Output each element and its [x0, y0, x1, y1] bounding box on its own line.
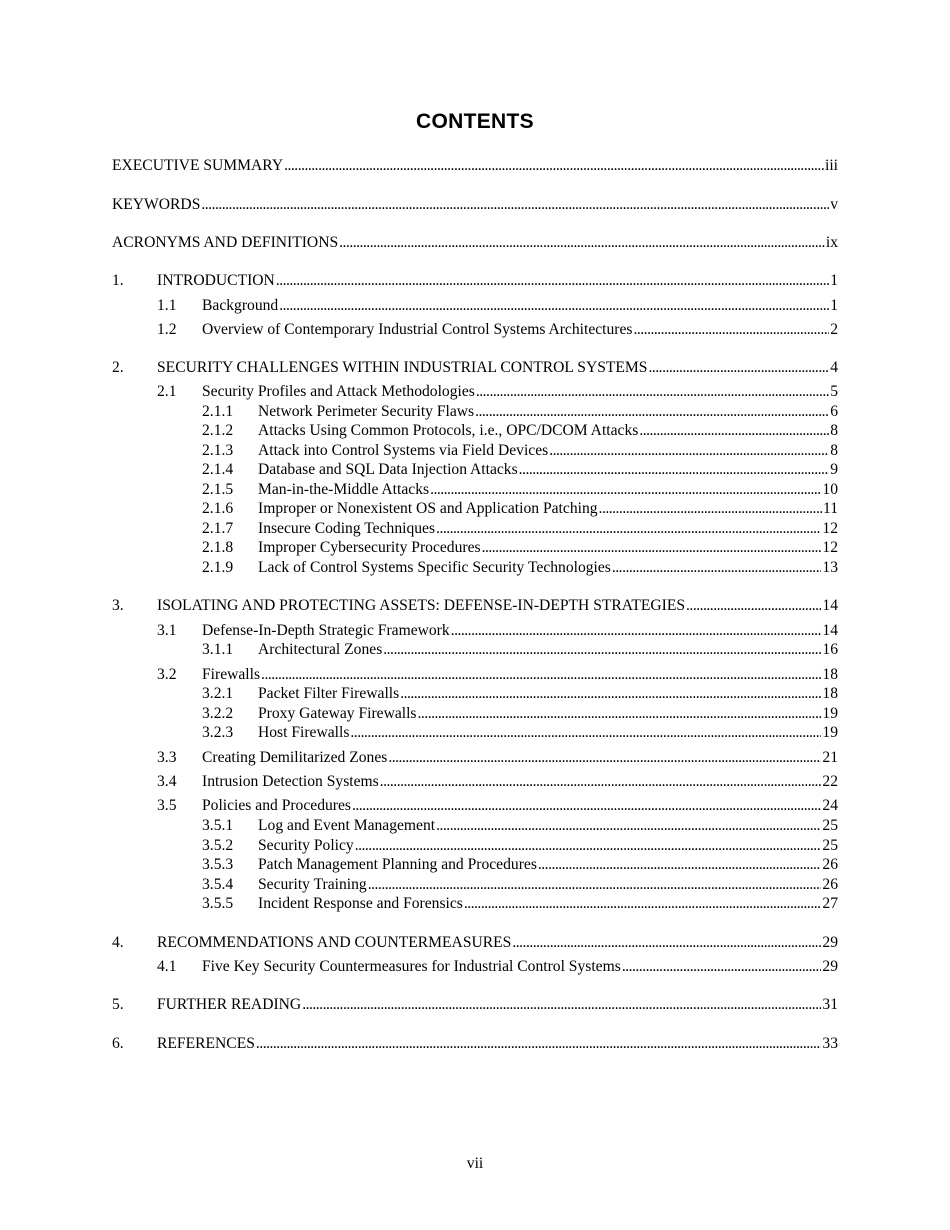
- toc-entry-page: 19: [822, 724, 838, 741]
- dot-leader: [355, 836, 822, 856]
- dot-leader: [302, 995, 821, 1015]
- toc-entry-number: 3.2.3: [202, 724, 234, 741]
- toc-entry-title: Architectural Zones: [258, 641, 383, 658]
- toc-entry[interactable]: [202, 441, 838, 461]
- toc-entry-number: 2.1.3: [202, 442, 234, 459]
- dot-leader: [256, 1034, 821, 1054]
- dot-leader: [519, 460, 830, 480]
- toc-entry-title: Policies and Procedures: [202, 797, 351, 814]
- toc-entry-title: Defense-In-Depth Strategic Framework: [202, 622, 450, 639]
- dot-leader: [464, 894, 822, 914]
- toc-entry[interactable]: [112, 1034, 838, 1054]
- toc-entry-title: Intrusion Detection Systems: [202, 773, 379, 790]
- toc-entry-title: SECURITY CHALLENGES WITHIN INDUSTRIAL CONTROL SYSTEMS: [157, 359, 648, 376]
- toc-entry-number: 6.: [112, 1035, 124, 1052]
- toc-entry-page: 4: [830, 359, 838, 376]
- toc-entry-page: 12: [822, 520, 838, 537]
- toc-entry-page: 31: [822, 996, 838, 1013]
- toc-entry-page: v: [830, 196, 838, 213]
- dot-leader: [622, 957, 822, 977]
- dot-leader: [279, 296, 829, 316]
- toc-entry-page: 5: [830, 383, 838, 400]
- toc-entry-page: 25: [822, 817, 838, 834]
- dot-leader: [612, 558, 822, 578]
- toc-entry[interactable]: [202, 875, 838, 895]
- toc-entry[interactable]: [202, 816, 838, 836]
- toc-entry-title: Network Perimeter Security Flaws: [258, 403, 475, 420]
- toc-entry-title: Man-in-the-Middle Attacks: [258, 481, 430, 498]
- toc-entry[interactable]: [202, 499, 838, 519]
- toc-entry-title: Security Policy: [258, 837, 354, 854]
- toc-entry-page: 12: [822, 539, 838, 556]
- toc-entry-title: Database and SQL Data Injection Attacks: [258, 461, 518, 478]
- toc-entry-number: 3.4: [157, 773, 177, 790]
- toc-entry-number: 3.5.4: [202, 876, 234, 893]
- toc-entry[interactable]: [112, 995, 838, 1015]
- toc-entry-page: 14: [822, 597, 838, 614]
- toc-entry-number: 3.1.1: [202, 641, 234, 658]
- toc-entry-number: 3.2.2: [202, 705, 234, 722]
- toc-entry-title: Lack of Control Systems Specific Security Technologies: [258, 559, 611, 576]
- dot-leader: [476, 382, 829, 402]
- toc-entry[interactable]: [202, 538, 838, 558]
- toc-entry-page: 27: [822, 895, 838, 912]
- toc-entry[interactable]: [202, 519, 838, 539]
- toc-entry-title: Five Key Security Countermeasures for Industrial Control Systems: [202, 958, 621, 975]
- dot-leader: [599, 499, 822, 519]
- toc-entry[interactable]: [202, 704, 838, 724]
- toc-entry-number: 3.5.3: [202, 856, 234, 873]
- toc-entry-page: 8: [830, 422, 838, 439]
- toc-entry-number: 4.: [112, 934, 124, 951]
- toc-entry[interactable]: [112, 195, 838, 215]
- toc-entry-page: 18: [822, 685, 838, 702]
- toc-entry[interactable]: [112, 156, 838, 176]
- toc-entry-number: 3.: [112, 597, 124, 614]
- toc-entry[interactable]: [202, 723, 838, 743]
- toc-entry[interactable]: [202, 855, 838, 875]
- toc-entry[interactable]: [157, 665, 838, 685]
- toc-entry-number: 3.5.1: [202, 817, 234, 834]
- toc-entry-page: 26: [822, 856, 838, 873]
- toc-entry-page: 1: [830, 272, 838, 289]
- toc-entry[interactable]: [202, 460, 838, 480]
- toc-entry[interactable]: [202, 684, 838, 704]
- dot-leader: [648, 358, 829, 378]
- toc-entry-number: 1.: [112, 272, 124, 289]
- toc-entry-title: Overview of Contemporary Industrial Control Systems Architectures: [202, 321, 633, 338]
- toc-entry-page: 13: [822, 559, 838, 576]
- toc-entry-page: iii: [825, 157, 838, 174]
- dot-leader: [368, 875, 822, 895]
- dot-leader: [451, 621, 822, 641]
- toc-entry[interactable]: [112, 358, 838, 378]
- toc-entry-number: 5.: [112, 996, 124, 1013]
- toc-entry-title: Attack into Control Systems via Field Devices: [258, 442, 549, 459]
- toc-entry-page: 18: [822, 666, 838, 683]
- dot-leader: [284, 156, 824, 176]
- toc-entry-page: ix: [825, 234, 838, 251]
- dot-leader: [430, 480, 821, 500]
- toc-entry[interactable]: [157, 382, 838, 402]
- toc-entry-title: Host Firewalls: [258, 724, 350, 741]
- toc-entry-page: 8: [830, 442, 838, 459]
- toc-entry-number: 3.2: [157, 666, 177, 683]
- toc-entry[interactable]: [202, 480, 838, 500]
- toc-entry-page: 16: [822, 641, 838, 658]
- dot-leader: [380, 772, 822, 792]
- dot-leader: [436, 816, 821, 836]
- toc-entry-number: 3.3: [157, 749, 177, 766]
- toc-entry-page: 25: [822, 837, 838, 854]
- toc-entry[interactable]: [112, 271, 838, 291]
- toc-entry[interactable]: [202, 558, 838, 578]
- toc-entry-title: Security Profiles and Attack Methodologies: [202, 383, 475, 400]
- toc-entry-page: 26: [822, 876, 838, 893]
- toc-entry[interactable]: [157, 796, 838, 816]
- dot-leader: [276, 271, 829, 291]
- toc-entry-number: 2.1.7: [202, 520, 234, 537]
- toc-entry-title: Creating Demilitarized Zones: [202, 749, 388, 766]
- toc-entry-number: 2.1.1: [202, 403, 234, 420]
- toc-entry-title: KEYWORDS: [112, 196, 201, 213]
- toc-entry[interactable]: [202, 640, 838, 660]
- toc-entry-number: 1.1: [157, 297, 177, 314]
- toc-entry-page: 33: [822, 1035, 838, 1052]
- dot-leader: [418, 704, 822, 724]
- dot-leader: [339, 233, 825, 253]
- toc-entry-title: Proxy Gateway Firewalls: [258, 705, 417, 722]
- toc-entry-page: 9: [830, 461, 838, 478]
- toc-entry-page: 1: [830, 297, 838, 314]
- toc-entry-title: Background: [202, 297, 279, 314]
- toc-entry-number: 3.1: [157, 622, 177, 639]
- toc-entry-title: Incident Response and Forensics: [258, 895, 463, 912]
- toc-entry-page: 11: [822, 500, 838, 517]
- toc-entry[interactable]: [157, 296, 838, 316]
- dot-leader: [538, 855, 822, 875]
- toc-entry-title: REFERENCES: [157, 1035, 255, 1052]
- toc-entry-number: 1.2: [157, 321, 177, 338]
- dot-leader: [350, 723, 821, 743]
- page-number: vii: [466, 1155, 484, 1172]
- toc-entry[interactable]: [157, 320, 838, 340]
- toc-entry-number: 3.5: [157, 797, 177, 814]
- toc-entry[interactable]: [112, 933, 838, 953]
- toc-entry[interactable]: [112, 596, 838, 616]
- toc-entry-title: Log and Event Management: [258, 817, 436, 834]
- toc-entry-title: Improper Cybersecurity Procedures: [258, 539, 481, 556]
- toc-entry-number: 2.1.4: [202, 461, 234, 478]
- toc-entry[interactable]: [202, 421, 838, 441]
- toc-entry[interactable]: [157, 772, 838, 792]
- dot-leader: [512, 933, 821, 953]
- toc-entry-page: 29: [822, 958, 838, 975]
- dot-leader: [549, 441, 829, 461]
- toc-entry-title: Security Training: [258, 876, 367, 893]
- toc-entry-page: 22: [822, 773, 838, 790]
- toc-entry-number: 2.: [112, 359, 124, 376]
- page-title: CONTENTS: [416, 110, 534, 133]
- dot-leader: [436, 519, 821, 539]
- toc-entry-title: Patch Management Planning and Procedures: [258, 856, 537, 873]
- toc-entry-page: 19: [822, 705, 838, 722]
- dot-leader: [633, 320, 829, 340]
- toc-entry-title: RECOMMENDATIONS AND COUNTERMEASURES: [157, 934, 512, 951]
- dot-leader: [201, 195, 829, 215]
- dot-leader: [400, 684, 821, 704]
- toc-entry-number: 3.2.1: [202, 685, 234, 702]
- toc-entry-title: EXECUTIVE SUMMARY: [112, 157, 284, 174]
- dot-leader: [388, 748, 821, 768]
- toc-entry-page: 6: [830, 403, 838, 420]
- toc-entry-page: 24: [822, 797, 838, 814]
- toc-entry-title: Firewalls: [202, 666, 261, 683]
- dot-leader: [639, 421, 829, 441]
- dot-leader: [482, 538, 822, 558]
- toc-entry-number: 2.1.2: [202, 422, 234, 439]
- toc-entry[interactable]: [202, 836, 838, 856]
- toc-entry[interactable]: [202, 894, 838, 914]
- toc-entry-page: 21: [822, 749, 838, 766]
- toc-entry-number: 2.1: [157, 383, 177, 400]
- toc-entry-number: 2.1.8: [202, 539, 234, 556]
- toc-entry-number: 2.1.6: [202, 500, 234, 517]
- toc-entry-title: Improper or Nonexistent OS and Application Patching: [258, 500, 598, 517]
- toc-entry-title: ISOLATING AND PROTECTING ASSETS: DEFENSE-IN-DEPTH STRATEGIES: [157, 597, 686, 614]
- toc-entry-page: 14: [822, 622, 838, 639]
- toc-entry-title: Insecure Coding Techniques: [258, 520, 436, 537]
- toc-entry-number: 2.1.9: [202, 559, 234, 576]
- toc-entry[interactable]: [157, 748, 838, 768]
- dot-leader: [261, 665, 821, 685]
- dot-leader: [352, 796, 821, 816]
- toc-entry-page: 29: [822, 934, 838, 951]
- dot-leader: [475, 402, 829, 422]
- toc-entry-number: 3.5.5: [202, 895, 234, 912]
- toc-entry-title: INTRODUCTION: [157, 272, 275, 289]
- toc-entry-title: FURTHER READING: [157, 996, 302, 1013]
- toc-entry[interactable]: [157, 621, 838, 641]
- toc-entry[interactable]: [112, 233, 838, 253]
- toc-entry[interactable]: [157, 957, 838, 977]
- toc-entry-number: 4.1: [157, 958, 177, 975]
- dot-leader: [383, 640, 821, 660]
- toc-entry-page: 2: [830, 321, 838, 338]
- toc-entry-number: 2.1.5: [202, 481, 234, 498]
- toc-entry-title: Packet Filter Firewalls: [258, 685, 400, 702]
- toc-entry-page: 10: [822, 481, 838, 498]
- dot-leader: [686, 596, 821, 616]
- toc-entry-title: ACRONYMS AND DEFINITIONS: [112, 234, 339, 251]
- toc-entry-title: Attacks Using Common Protocols, i.e., OPC/DCOM Attacks: [258, 422, 639, 439]
- toc-entry[interactable]: [202, 402, 838, 422]
- toc-entry-number: 3.5.2: [202, 837, 234, 854]
